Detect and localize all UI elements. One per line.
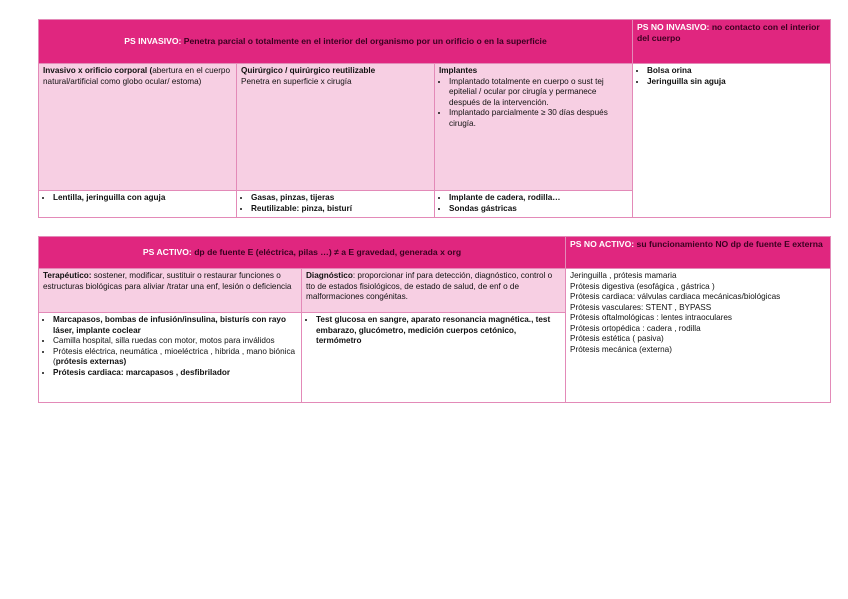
protesis-text: Prótesis eléctrica, neumática , mioeléctrica , hibrida , mano biónica ( (53, 346, 296, 366)
no-invasivo-list (637, 66, 826, 87)
list-item: Prótesis oftalmológicas : lentes intraoculares (570, 313, 733, 322)
list-item: • Sondas gástricas (449, 204, 628, 215)
orificio-title: Invasivo x orificio corporal ( (43, 66, 153, 75)
orificio-examples-cell (39, 191, 237, 218)
no-invasivo-cell (633, 64, 831, 218)
terapeutico-description: sostener, modificar, sustituir o restaurar funciones o estructuras biológicas para aliviar /tratar una enf, lesión o deficiencia (43, 271, 292, 291)
protesis-externas-text: prótesis externas) (55, 357, 127, 366)
list-item: • Prótesis cardiaca: marcapasos , desfibrilador (53, 368, 297, 379)
no-activo-description: su funcionamiento NO dp de fuente E externa (636, 239, 823, 249)
invasivo-label: PS INVASIVO: (124, 36, 182, 47)
list-item: • Gasas, pinzas, tijeras (251, 193, 430, 204)
list-item: Jeringuilla , prótesis mamaria (570, 271, 677, 280)
quirurgico-examples-list (241, 193, 430, 214)
list-item: Prótesis estética ( pasiva) (570, 334, 664, 343)
invasive-classification-table (38, 19, 831, 218)
implantes-title: Implantes (439, 66, 478, 75)
list-item: • Marcapasos, bombas de infusión/insulina, bisturís con rayo láser, implante coclear (53, 315, 297, 336)
list-item: Prótesis vasculares: STENT , BYPASS (570, 302, 712, 312)
implantes-examples-cell (435, 191, 633, 218)
no-invasivo-description: no contacto con el interior del cuerpo (637, 22, 820, 43)
diagnostico-cell (302, 269, 566, 313)
no-invasivo-header (633, 20, 831, 64)
terapeutico-examples-cell (39, 313, 302, 403)
list-item: • Implantado parcialmente ≥ 30 días después cirugía. (449, 108, 628, 129)
terapeutico-title: Terapéutico: (43, 271, 92, 280)
orificio-cell (39, 64, 237, 191)
terapeutico-cell (39, 269, 302, 313)
quirurgico-examples-cell (237, 191, 435, 218)
list-item: • Reutilizable: pinza, bisturí (251, 204, 430, 215)
diagnostico-examples-list (306, 315, 561, 347)
list-item: Prótesis digestiva (esofágica , gástrica ) (570, 281, 715, 291)
diagnostico-title: Diagnóstico (306, 271, 353, 280)
no-invasivo-label: PS NO INVASIVO: (637, 22, 710, 32)
list-item: Prótesis ortopédica : cadera , rodilla (570, 323, 701, 333)
activo-header (39, 237, 566, 269)
list-item (53, 347, 297, 368)
diagnostico-examples-cell (302, 313, 566, 403)
invasivo-description: Penetra parcial o totalmente en el interior del organismo por un orificio o en la superficie (183, 36, 547, 47)
list-item: Prótesis cardiaca: válvulas cardiaca mecánicas/biológicas (570, 292, 781, 301)
quirurgico-cell (237, 64, 435, 191)
terapeutico-examples-list (43, 315, 297, 378)
activo-label: PS ACTIVO: (142, 247, 192, 258)
implantes-list (439, 77, 628, 130)
quirurgico-title: Quirúrgico / quirúrgico reutilizable (241, 66, 376, 75)
no-activo-label: PS NO ACTIVO: (570, 239, 635, 249)
list-item: • Lentilla, jeringuilla con aguja (53, 193, 232, 204)
list-item: • Implante de cadera, rodilla… (449, 193, 628, 204)
list-item: • Implantado totalmente en cuerpo o sust tej epitelial / ocular por cirugía y permanece después de la intervención. (449, 77, 628, 109)
invasivo-header (39, 20, 633, 64)
active-classification-table (38, 236, 831, 403)
no-activo-cell (566, 269, 831, 403)
activo-description: dp de fuente E (eléctrica, pilas …) ≠ a E gravedad, generada x org (194, 247, 462, 258)
list-item: • Test glucosa en sangre, aparato resonancia magnética., test embarazo, glucómetro, medición cuerpos cetónico, termómetro (316, 315, 561, 347)
orificio-description: abertura en el cuerpo natural/artificial como globo ocular/ estoma) (43, 66, 231, 86)
diagnostico-description: : proporcionar inf para detección, diagnóstico, control o tto de estados fisiológicos, de estado de salud, de enf o de malformaciones congénitas. (306, 271, 553, 301)
list-item: • Jeringuilla sin aguja (647, 77, 826, 88)
list-item: • Camilla hospital, silla ruedas con motor, motos para inválidos (53, 336, 297, 347)
implantes-examples-list (439, 193, 628, 214)
list-item: Prótesis mecánica (externa) (570, 344, 672, 354)
no-activo-header (566, 237, 831, 269)
quirurgico-description: Penetra en superficie x cirugía (241, 76, 352, 86)
orificio-examples-list (43, 193, 232, 204)
implantes-cell (435, 64, 633, 191)
list-item: • Bolsa orina (647, 66, 826, 77)
